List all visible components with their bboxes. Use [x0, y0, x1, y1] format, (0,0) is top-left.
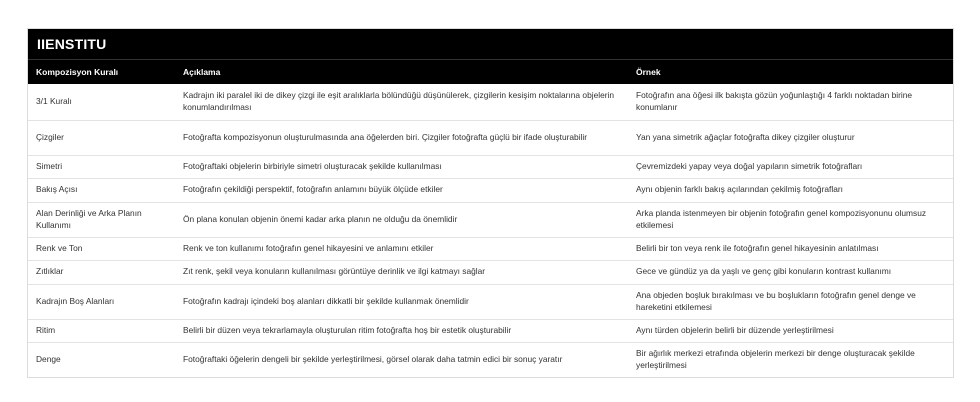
description-cell: Fotoğraftaki objelerin birbiriyle simetri oluşturacak şekilde kullanılması — [175, 155, 628, 178]
rule-cell: Kadrajın Boş Alanları — [28, 284, 175, 319]
rule-cell: Simetri — [28, 155, 175, 178]
rule-cell: Ritim — [28, 319, 175, 342]
rule-cell: Alan Derinliği ve Arka Planın Kullanımı — [28, 202, 175, 237]
description-cell: Belirli bir düzen veya tekrarlamayla oluşturulan ritim fotoğrafta hoş bir estetik oluşturabilir — [175, 319, 628, 342]
table-row — [28, 155, 953, 178]
description-cell: Fotoğraftaki öğelerin dengeli bir şekilde yerleştirilmesi, görsel olarak daha tatmin edici bir sonuç yaratır — [175, 342, 628, 377]
table-row — [28, 260, 953, 284]
rule-cell: 3/1 Kuralı — [36, 96, 72, 107]
table-row — [28, 237, 953, 260]
description-cell: Renk ve ton kullanımı fotoğrafın genel hikayesini ve anlamını etkiler — [175, 237, 628, 260]
example-cell: Aynı objenin farklı bakış açılarından çekilmiş fotoğrafları — [628, 178, 953, 202]
header-example: Örnek — [628, 60, 953, 85]
table-row — [28, 120, 953, 155]
description-cell: Fotoğrafın kadrajı içindeki boş alanları dikkatli bir şekilde kullanmak önemlidir — [175, 284, 628, 319]
header-rule: Kompozisyon Kuralı — [28, 60, 175, 85]
composition-table-card — [27, 28, 954, 378]
example-cell: Ana objeden boşluk bırakılması ve bu boşlukların fotoğrafın genel denge ve hareketini etkilemesi — [628, 284, 953, 319]
table-header-row — [28, 60, 953, 85]
rule-cell: Çizgiler — [28, 120, 175, 155]
example-cell: Bir ağırlık merkezi etrafında objelerin merkezi bir denge oluşturacak şekilde yerleştirilmesi — [628, 342, 953, 377]
description-cell: Ön plana konulan objenin önemi kadar arka planın ne olduğu da önemlidir — [175, 202, 628, 237]
example-cell: Belirli bir ton veya renk ile fotoğrafın genel hikayesinin anlatılması — [628, 237, 953, 260]
rule-cell: Bakış Açısı — [28, 178, 175, 202]
rule-cell: Zıtlıklar — [28, 260, 175, 284]
table-row — [28, 319, 953, 342]
table-row — [28, 178, 953, 202]
description-cell: Fotoğrafta kompozisyonun oluşturulmasında ana öğelerden biri. Çizgiler fotoğrafta güçlü bir ifade oluşturabilir — [175, 120, 628, 155]
rule-cell: Denge — [28, 342, 175, 377]
brand-title: IIENSTITU — [28, 29, 953, 59]
example-cell: Yan yana simetrik ağaçlar fotoğrafta dikey çizgiler oluşturur — [628, 120, 953, 155]
example-cell: Arka planda istenmeyen bir objenin fotoğrafın genel kompozisyonunu olumsuz etkilemesi — [628, 202, 953, 237]
description-cell: Zıt renk, şekil veya konuların kullanılması görüntüye derinlik ve ilgi katmayı sağlar — [175, 260, 628, 284]
example-cell: Gece ve gündüz ya da yaşlı ve genç gibi konuların kontrast kullanımı — [628, 260, 953, 284]
description-cell: Kadrajın iki paralel iki de dikey çizgi ile eşit aralıklarla bölündüğü düşünülerek, çizgilerin kesişim noktalarına objelerin konumlandırılması — [183, 90, 615, 112]
example-cell: Fotoğrafın ana öğesi ilk bakışta gözün yoğunlaştığı 4 farklı noktadan birine konumlanır — [636, 90, 913, 112]
example-cell: Aynı türden objelerin belirli bir düzende yerleştirilmesi — [628, 319, 953, 342]
rule-cell: Renk ve Ton — [28, 237, 175, 260]
example-cell: Çevremizdeki yapay veya doğal yapıların simetrik fotoğrafları — [628, 155, 953, 178]
table-row — [28, 342, 953, 377]
composition-rules-table — [28, 59, 953, 377]
table-row — [28, 84, 953, 120]
description-cell: Fotoğrafın çekildiği perspektif, fotoğrafın anlamını büyük ölçüde etkiler — [175, 178, 628, 202]
header-description: Açıklama — [175, 60, 628, 85]
table-row — [28, 284, 953, 319]
table-row — [28, 202, 953, 237]
